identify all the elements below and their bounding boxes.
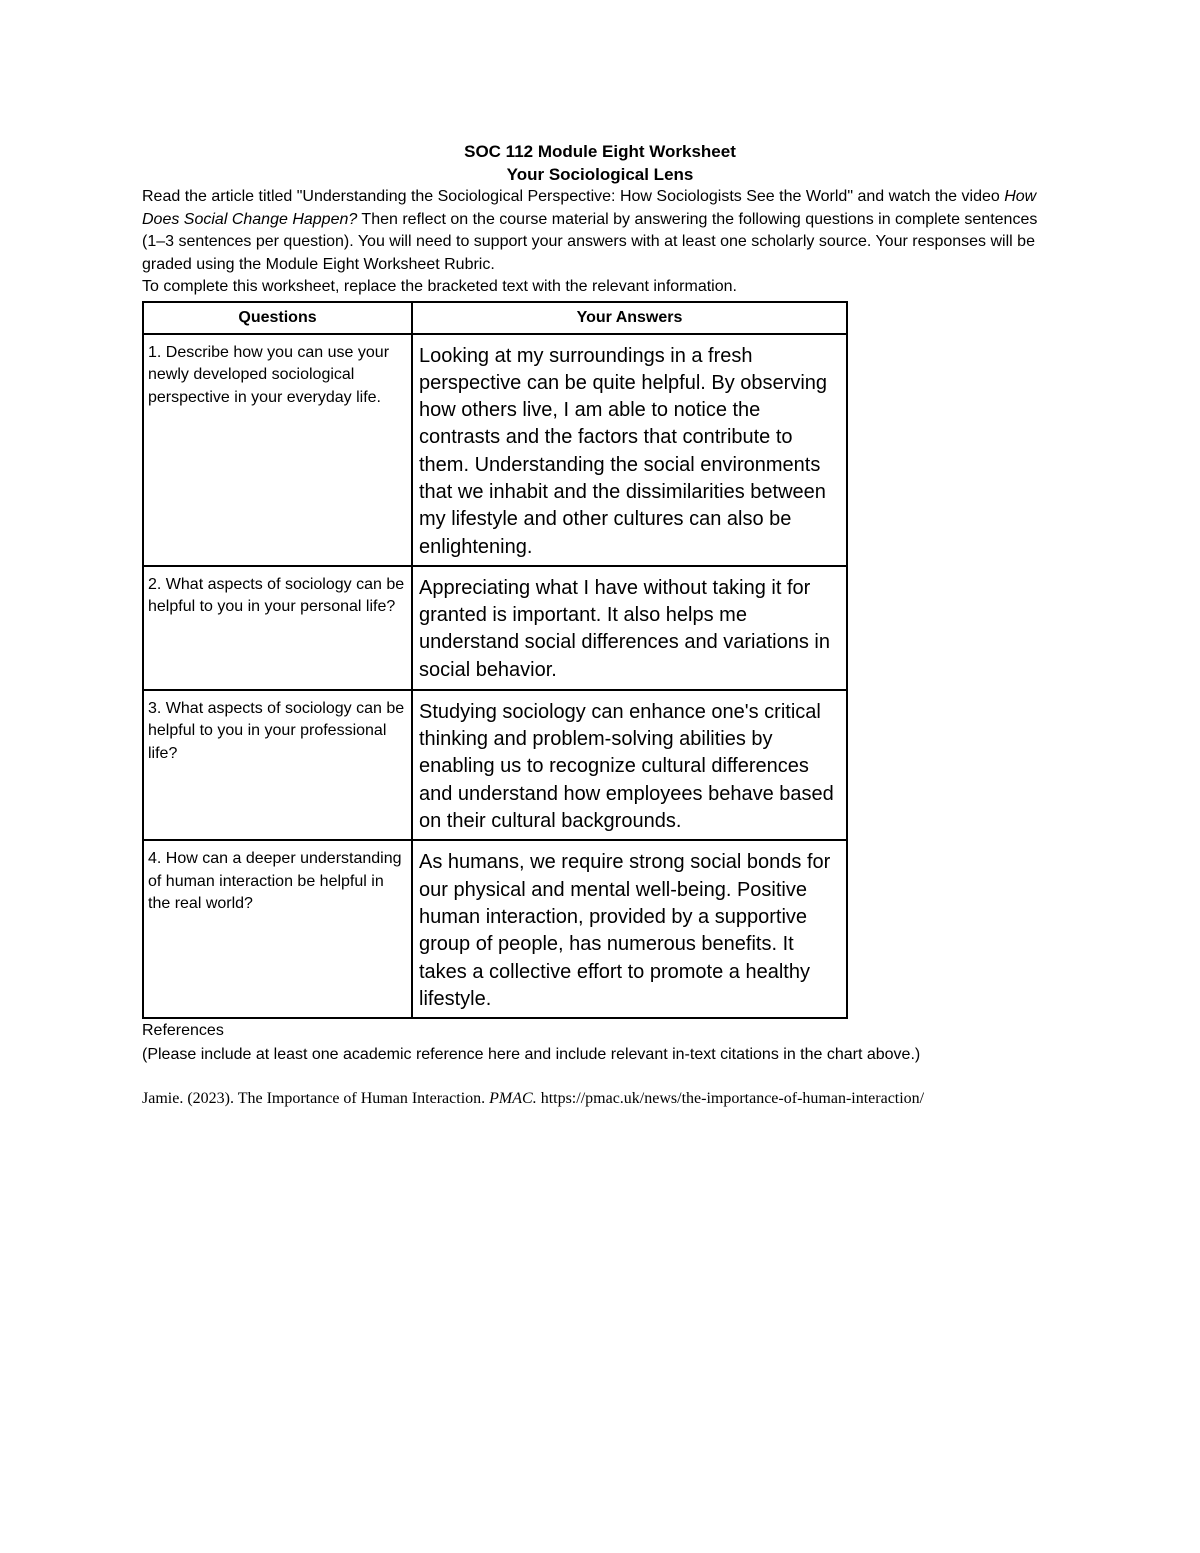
instruction-text: To complete this worksheet, replace the bracketed text with the relevant information. bbox=[142, 278, 737, 295]
video-title: How Does Social Change Happen? bbox=[142, 188, 1037, 228]
page-subtitle: Your Sociological Lens bbox=[506, 165, 694, 184]
answers-header: Your Answers bbox=[412, 302, 847, 334]
table-row bbox=[143, 690, 847, 840]
worksheet-table bbox=[142, 301, 848, 1020]
table-row bbox=[143, 334, 847, 566]
question-cell: 3. What aspects of sociology can be helpful to you in your professional life? bbox=[143, 690, 412, 840]
intro-paragraph bbox=[142, 186, 1042, 276]
answer-cell[interactable]: Studying sociology can enhance one's critical thinking and problem-solving abilities by enabling us to recognize cultural differences and understand how employees behave based on their cultural backgrounds. bbox=[412, 690, 847, 840]
citation-url[interactable]: https://pmac.uk/news/the-importance-of-human-interaction/ bbox=[536, 1090, 925, 1108]
table-row bbox=[143, 566, 847, 690]
answer-cell[interactable]: As humans, we require strong social bonds for our physical and mental well-being. Positive human interaction, provided by a supportive group of people, has numerous benefits. It takes a collective effort to promote a healthy lifestyle. bbox=[412, 840, 847, 1018]
citation-source: PMAC. bbox=[489, 1090, 537, 1108]
reference-citation bbox=[142, 1090, 1042, 1108]
answer-cell[interactable]: Appreciating what I have without taking it for granted is important. It also helps me understand social differences and variations in social behavior. bbox=[412, 566, 847, 690]
worksheet-page bbox=[142, 140, 1042, 1108]
table-header-row bbox=[143, 302, 847, 334]
worksheet-title bbox=[142, 140, 1058, 186]
answer-cell[interactable]: Looking at my surroundings in a fresh perspective can be quite helpful. By observing how others live, I am able to notice the contrasts and the factors that contribute to them. Understanding the social environments that we inhabit and the dissimilarities between my lifestyle and other cultures can also be enlightening. bbox=[412, 334, 847, 566]
page-title: SOC 112 Module Eight Worksheet bbox=[464, 142, 736, 161]
intro-text-1: Read the article titled "Understanding the Sociological Perspective: How Sociologists See the World" and watch the video bbox=[142, 188, 1005, 205]
questions-header: Questions bbox=[143, 302, 412, 334]
references-heading: References bbox=[142, 1022, 224, 1040]
question-cell: 4. How can a deeper understanding of human interaction be helpful in the real world? bbox=[143, 840, 412, 1018]
question-cell: 1. Describe how you can use your newly developed sociological perspective in your everyday life. bbox=[143, 334, 412, 566]
table-row bbox=[143, 840, 847, 1018]
references-note: (Please include at least one academic reference here and include relevant in-text citations in the chart above.) bbox=[142, 1045, 921, 1063]
citation-text: Jamie. (2023). The Importance of Human Interaction. bbox=[142, 1090, 490, 1108]
intro-text-2: Then reflect on the course material by answering the following questions in complete sentences (1–3 sentences per question). You will need to support your answers with at least one scholarly source. Your responses will be graded using the Module Eight Worksheet Rubric. bbox=[142, 210, 1038, 273]
question-cell: 2. What aspects of sociology can be helpful to you in your personal life? bbox=[143, 566, 412, 690]
